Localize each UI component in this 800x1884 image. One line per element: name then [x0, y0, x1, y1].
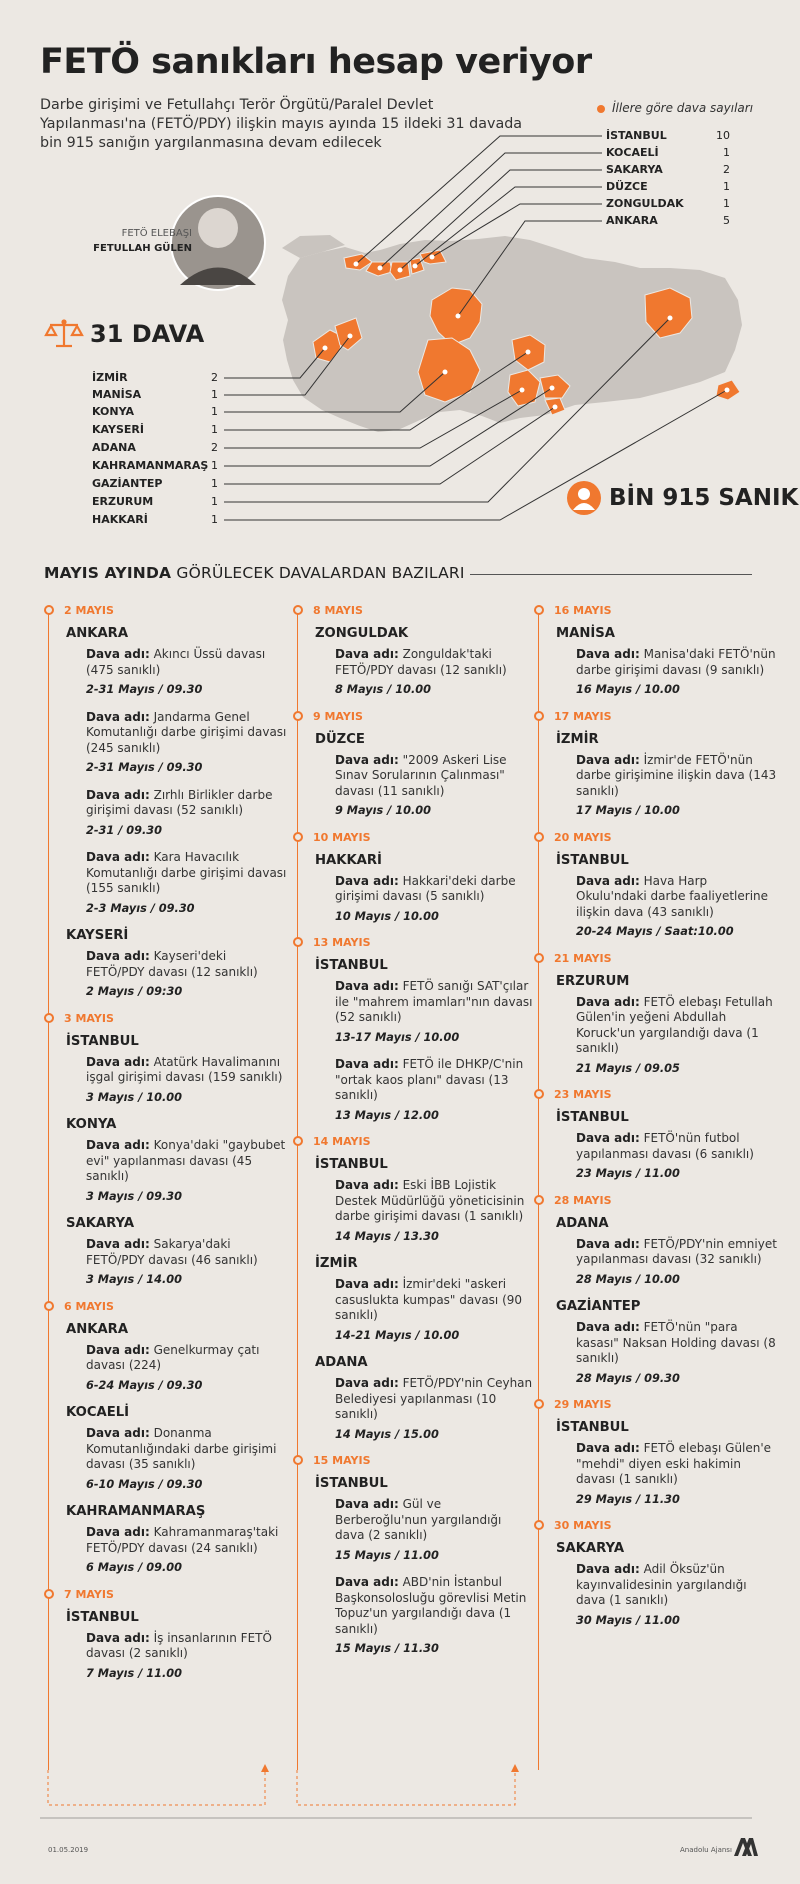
schedule-city: KONYA — [66, 1117, 117, 1132]
timeline-dot-icon — [44, 1589, 54, 1599]
case-label: Dava adı: — [86, 1138, 150, 1152]
case-name: Sakarya'daki FETÖ/PDY davası (46 sanıklı) — [86, 1237, 258, 1267]
case-datetime: 20-24 Mayıs / Saat:10.00 — [576, 925, 734, 938]
case-label: Dava adı: — [335, 1575, 399, 1589]
case-datetime: 13-17 Mayıs / 10.00 — [335, 1030, 460, 1044]
case-label: Dava adı: — [335, 752, 399, 767]
case-datetime: 2 Mayıs / 09:30 — [86, 985, 183, 998]
city-name: ERZURUM — [92, 495, 154, 508]
legend-count: 1 — [723, 146, 730, 159]
case-name: Konya'daki "gaybubet evi" yapılanması davası (45 sanıklı) — [86, 1138, 286, 1183]
leader-caption-name: FETULLAH GÜLEN — [93, 243, 192, 254]
timeline-dot-icon — [293, 1136, 303, 1146]
case-label: Dava adı: — [86, 647, 150, 661]
timeline-dot-icon — [44, 1301, 54, 1311]
city-name: KONYA — [92, 405, 135, 418]
case-entry — [297, 1057, 533, 1123]
schedule-column — [538, 604, 778, 1640]
schedule-city: GAZİANTEP — [556, 1299, 641, 1314]
case-label: Dava adı: — [86, 1342, 150, 1357]
case-name: İzmir'de FETÖ'nün darbe girişimine ilişkin dava (143 sanıklı) — [576, 752, 777, 798]
case-datetime: 17 Mayıs / 10.00 — [576, 804, 680, 817]
city-name: HAKKARİ — [92, 513, 148, 526]
schedule-city: KAYSERİ — [66, 928, 129, 943]
case-entry — [297, 1497, 533, 1563]
schedule-city: ZONGULDAK — [315, 626, 409, 641]
timeline-dot-icon — [534, 1520, 544, 1530]
city-row — [92, 477, 218, 493]
case-datetime: 13 Mayıs / 12.00 — [335, 1108, 439, 1122]
schedule-date-text: 15 MAYIS — [313, 1454, 371, 1467]
case-entry — [538, 753, 778, 819]
case-label: Dava adı: — [576, 873, 640, 888]
case-label: Dava adı: — [576, 647, 640, 661]
schedule-date-text: 13 MAYIS — [313, 936, 371, 949]
city-count: 1 — [211, 405, 218, 418]
schedule-date — [297, 1135, 533, 1151]
legend-title: İllere göre dava sayıları — [612, 101, 754, 115]
case-name: Akıncı Üssü davası (475 sanıklı) — [86, 647, 266, 677]
schedule-city: İSTANBUL — [66, 1033, 139, 1049]
timeline-dot-icon — [534, 1195, 544, 1205]
case-entry — [48, 1631, 288, 1682]
case-entry — [538, 1441, 778, 1507]
schedule-city: İSTANBUL — [66, 1609, 139, 1625]
schedule-city: İSTANBUL — [556, 852, 629, 868]
legend-count: 2 — [723, 163, 730, 176]
legend-city: SAKARYA — [606, 163, 663, 176]
case-label: Dava adı: — [335, 1497, 399, 1511]
schedule-date — [538, 604, 778, 620]
case-name: FETÖ'nün futbol yapılanması davası (6 sanıklı) — [576, 1131, 754, 1161]
schedule-city: İSTANBUL — [556, 1110, 629, 1125]
schedule-city: ERZURUM — [556, 973, 630, 989]
legend-count: 10 — [716, 129, 730, 142]
case-name: Zonguldak'taki FETÖ/PDY davası (12 sanıklı) — [335, 647, 507, 677]
case-name: FETÖ elebaşı Gülen'e "mehdi" diyen eski hakimin davası (1 sanıklı) — [576, 1441, 772, 1486]
timeline-dot-icon — [293, 605, 303, 615]
case-label: Dava adı: — [86, 1237, 150, 1251]
case-label: Dava adı: — [576, 1236, 640, 1251]
case-label: Dava adı: — [86, 1630, 150, 1645]
case-name: Kara Havacılık Komutanlığı darbe girişimi davası (155 sanıklı) — [86, 850, 287, 895]
city-name: KAHRAMANMARAŞ — [92, 459, 209, 472]
dava-count: 31 DAVA — [90, 320, 205, 348]
schedule-date-text: 8 MAYIS — [313, 604, 363, 617]
schedule-city: İZMİR — [556, 731, 599, 747]
case-name: Kahramanmaraş'taki FETÖ/PDY davası (24 sanıklı) — [86, 1525, 279, 1555]
schedule-date — [297, 604, 533, 620]
case-datetime: 3 Mayıs / 10.00 — [86, 1090, 182, 1104]
case-datetime: 2-31 Mayıs / 09.30 — [86, 683, 203, 696]
city-row — [92, 513, 218, 529]
case-label: Dava adı: — [576, 1131, 640, 1145]
case-name: "2009 Askeri Lise Sınav Sorularının Çalınması" davası (11 sanıklı) — [335, 752, 507, 798]
schedule-title-bold: MAYIS AYINDA — [44, 564, 172, 582]
city-row — [92, 495, 218, 511]
schedule-divider — [470, 574, 752, 575]
case-datetime: 16 Mayıs / 10.00 — [576, 683, 680, 696]
case-entry — [538, 874, 778, 940]
case-name: Manisa'daki FETÖ'nün darbe girişimi davası (9 sanıklı) — [576, 647, 776, 677]
schedule-date-text: 16 MAYIS — [554, 604, 612, 617]
leader-caption-top: FETÖ ELEBAŞI — [121, 228, 192, 239]
city-name: İZMİR — [92, 371, 128, 384]
schedule-date-text: 20 MAYIS — [554, 830, 612, 844]
schedule-date-text: 29 MAYIS — [554, 1398, 612, 1411]
schedule-city: ANKARA — [66, 626, 129, 641]
case-datetime: 14-21 Mayıs / 10.00 — [335, 1328, 460, 1342]
timeline-dot-icon — [293, 1455, 303, 1465]
schedule-date — [297, 831, 533, 847]
case-datetime: 3 Mayıs / 09.30 — [86, 1189, 182, 1203]
case-label: Dava adı: — [335, 1376, 399, 1390]
case-label: Dava adı: — [86, 949, 150, 963]
schedule-date — [297, 1454, 533, 1470]
case-entry — [297, 1575, 533, 1657]
schedule-date — [538, 710, 778, 726]
schedule-date-text: 21 MAYIS — [554, 951, 612, 965]
legend-row — [606, 180, 730, 196]
case-name: Gül ve Berberoğlu'nun yargılandığı dava (2 sanıklı) — [335, 1497, 502, 1542]
schedule-date — [48, 604, 288, 620]
sanik-count: BİN 915 SANIK — [609, 485, 799, 511]
case-datetime: 29 Mayıs / 11.30 — [576, 1492, 680, 1506]
schedule-date — [538, 831, 778, 847]
case-name: Hakkari'deki darbe girişimi davası (5 sanıklı) — [335, 873, 516, 903]
case-label: Dava adı: — [86, 1054, 150, 1069]
city-name: MANİSA — [92, 388, 142, 401]
schedule-city: İSTANBUL — [556, 1420, 629, 1435]
schedule-city: İSTANBUL — [315, 958, 388, 973]
timeline-connector — [0, 1760, 800, 1820]
case-label: Dava adı: — [86, 709, 150, 724]
case-name: ABD'nin İstanbul Başkonsolosluğu görevlisi Metin Topuz'un yargılandığı dava (1 sanıklı) — [335, 1575, 527, 1636]
legend-count: 5 — [723, 214, 730, 227]
timeline-dot-icon — [534, 1399, 544, 1409]
leader-caption — [62, 226, 192, 256]
case-entry — [48, 647, 288, 698]
case-name: Donanma Komutanlığındaki darbe girişimi davası (35 sanıklı) — [86, 1426, 277, 1471]
case-datetime: 7 Mayıs / 11.00 — [86, 1666, 182, 1680]
schedule-date-text: 30 MAYIS — [554, 1519, 612, 1532]
case-label: Dava adı: — [576, 752, 640, 767]
case-entry — [538, 1131, 778, 1182]
city-count: 2 — [211, 371, 218, 384]
case-entry — [48, 788, 288, 839]
case-entry — [538, 1320, 778, 1386]
legend-city: DÜZCE — [606, 180, 648, 193]
schedule-column — [48, 604, 288, 1693]
city-count: 1 — [211, 388, 218, 401]
city-count: 1 — [211, 477, 218, 490]
schedule-city: KOCAELİ — [66, 1405, 130, 1420]
case-name: FETÖ'nün "para kasası" Naksan Holding davası (8 sanıklı) — [576, 1320, 776, 1365]
case-name: FETÖ ile DHKP/C'nin "ortak kaos planı" davası (13 sanıklı) — [335, 1057, 524, 1102]
case-name: Kayseri'deki FETÖ/PDY davası (12 sanıklı) — [86, 949, 258, 979]
case-entry — [48, 1343, 288, 1394]
case-name: Eski İBB Lojistik Destek Müdürlüğü yöneticisinin darbe girişimi davası (1 sanıklı) — [335, 1178, 525, 1223]
schedule-date — [297, 710, 533, 726]
legend-city: ZONGULDAK — [606, 197, 684, 210]
case-name: Adil Öksüz'ün kayınvalidesinin yargılandığı dava (1 sanıklı) — [576, 1562, 747, 1607]
scales-icon — [44, 318, 84, 350]
schedule-date — [538, 1194, 778, 1210]
case-entry — [297, 1277, 533, 1343]
city-count: 1 — [211, 459, 218, 472]
case-entry — [297, 874, 533, 925]
city-row — [92, 371, 218, 387]
case-entry — [48, 949, 288, 1000]
case-name: Atatürk Havalimanını işgal girişimi davası (159 sanıklı) — [86, 1054, 283, 1084]
case-label: Dava adı: — [86, 1426, 150, 1440]
legend-city: ANKARA — [606, 214, 658, 227]
case-entry — [538, 647, 778, 698]
schedule-city: SAKARYA — [556, 1541, 625, 1556]
case-entry — [538, 995, 778, 1077]
timeline-dot-icon — [44, 1013, 54, 1023]
schedule-date-text: 2 MAYIS — [64, 604, 114, 617]
case-datetime: 15 Mayıs / 11.00 — [335, 1548, 439, 1562]
case-label: Dava adı: — [335, 647, 399, 661]
schedule-city: ADANA — [556, 1215, 609, 1231]
case-entry — [48, 1426, 288, 1492]
case-datetime: 30 Mayıs / 11.00 — [576, 1613, 680, 1627]
timeline-dot-icon — [534, 953, 544, 963]
case-datetime: 2-31 Mayıs / 09.30 — [86, 761, 203, 774]
schedule-city: ADANA — [315, 1355, 368, 1370]
schedule-city: İZMİR — [315, 1256, 358, 1271]
case-name: FETÖ/PDY'nin emniyet yapılanması davası (32 sanıklı) — [576, 1236, 777, 1266]
timeline-dot-icon — [534, 711, 544, 721]
city-row — [92, 459, 218, 475]
case-entry — [538, 1237, 778, 1288]
schedule-date-text: 7 MAYIS — [64, 1587, 114, 1601]
person-icon — [566, 480, 602, 516]
case-label: Dava adı: — [335, 1178, 399, 1192]
case-label: Dava adı: — [576, 1562, 640, 1576]
timeline-dot-icon — [293, 832, 303, 842]
schedule-city: DÜZCE — [315, 731, 365, 747]
legend-row — [606, 146, 730, 162]
timeline-dot-icon — [44, 605, 54, 615]
case-label: Dava adı: — [86, 787, 150, 802]
city-count: 1 — [211, 513, 218, 526]
case-entry — [538, 1562, 778, 1628]
schedule-city: MANİSA — [556, 626, 615, 641]
timeline-dot-icon — [534, 832, 544, 842]
timeline-dot-icon — [293, 711, 303, 721]
page-title: FETÖ sanıkları hesap veriyor — [40, 42, 592, 82]
case-entry — [48, 1138, 288, 1204]
case-name: FETÖ/PDY'nin Ceyhan Belediyesi yapılanması (10 sanıklı) — [335, 1376, 533, 1421]
case-datetime: 14 Mayıs / 15.00 — [335, 1427, 439, 1441]
case-name: Jandarma Genel Komutanlığı darbe girişimi davası (245 sanıklı) — [86, 709, 287, 755]
case-datetime: 3 Mayıs / 14.00 — [86, 1273, 182, 1286]
schedule-city: İSTANBUL — [315, 1157, 388, 1172]
city-count: 1 — [211, 495, 218, 508]
schedule-date — [48, 1588, 288, 1604]
case-name: İş insanlarının FETÖ davası (2 sanıklı) — [86, 1630, 272, 1660]
schedule-city: HAKKARİ — [315, 852, 382, 868]
case-datetime: 6-10 Mayıs / 09.30 — [86, 1477, 203, 1491]
schedule-city: KAHRAMANMARAŞ — [66, 1504, 206, 1519]
case-datetime: 2-3 Mayıs / 09.30 — [86, 901, 195, 915]
case-name: Genelkurmay çatı davası (224) — [86, 1342, 260, 1372]
case-datetime: 23 Mayıs / 11.00 — [576, 1167, 680, 1180]
case-datetime: 28 Mayıs / 09.30 — [576, 1371, 680, 1385]
schedule-date-text: 14 MAYIS — [313, 1135, 371, 1148]
case-entry — [48, 1055, 288, 1106]
schedule-date-text: 6 MAYIS — [64, 1299, 114, 1313]
city-row — [92, 441, 218, 457]
legend-count: 1 — [723, 197, 730, 210]
schedule-date — [48, 1012, 288, 1028]
schedule-date-text: 17 MAYIS — [554, 709, 612, 723]
city-count: 2 — [211, 441, 218, 454]
case-name: FETÖ elebaşı Fetullah Gülen'in yeğeni Abdullah Koruck'un yargılandığı dava (1 sanıklı) — [576, 994, 773, 1055]
schedule-date — [538, 952, 778, 968]
case-datetime: 21 Mayıs / 09.05 — [576, 1061, 680, 1075]
case-name: Hava Harp Okulu'ndaki darbe faaliyetlerine ilişkin dava (43 sanıklı) — [576, 873, 769, 919]
schedule-date — [297, 936, 533, 952]
case-datetime: 2-31 / 09.30 — [86, 823, 162, 837]
schedule-date-text: 28 MAYIS — [554, 1193, 612, 1207]
legend-row — [606, 197, 730, 213]
schedule-title-rest: GÖRÜLECEK DAVALARDAN BAZILARI — [171, 564, 465, 582]
city-row — [92, 405, 218, 421]
case-entry — [297, 753, 533, 819]
city-row — [92, 388, 218, 404]
legend-row — [606, 129, 730, 145]
timeline-dot-icon — [293, 937, 303, 947]
case-label: Dava adı: — [86, 1525, 150, 1539]
case-name: FETÖ sanığı SAT'çılar ile "mahrem imamları"nın davası (52 sanıklı) — [335, 979, 533, 1024]
schedule-date-text: 9 MAYIS — [313, 709, 363, 723]
legend-row — [606, 214, 730, 230]
case-datetime: 15 Mayıs / 11.30 — [335, 1642, 439, 1655]
schedule-date — [538, 1519, 778, 1535]
schedule-date — [538, 1088, 778, 1104]
schedule-city: İSTANBUL — [315, 1476, 388, 1491]
legend-row — [606, 163, 730, 179]
schedule-date-text: 3 MAYIS — [64, 1011, 114, 1025]
case-entry — [297, 647, 533, 698]
city-name: GAZİANTEP — [92, 477, 163, 490]
city-count: 1 — [211, 423, 218, 436]
case-entry — [48, 850, 288, 916]
case-entry — [297, 979, 533, 1045]
case-datetime: 28 Mayıs / 10.00 — [576, 1272, 680, 1286]
case-label: Dava adı: — [576, 1320, 640, 1334]
case-name: Zırhlı Birlikler darbe girişimi davası (52 sanıklı) — [86, 787, 273, 817]
legend-city: İSTANBUL — [606, 129, 667, 142]
schedule-date-text: 23 MAYIS — [554, 1088, 612, 1101]
schedule-column — [297, 604, 533, 1669]
case-datetime: 6-24 Mayıs / 09.30 — [86, 1378, 203, 1392]
case-entry — [297, 1376, 533, 1442]
footer-date: 01.05.2019 — [48, 1846, 89, 1854]
legend-count: 1 — [723, 180, 730, 193]
footer-agency: Anadolu Ajansı — [680, 1846, 732, 1854]
case-datetime: 9 Mayıs / 10.00 — [335, 804, 431, 817]
case-label: Dava adı: — [576, 994, 640, 1009]
case-label: Dava adı: — [86, 850, 150, 864]
case-name: İzmir'deki "askeri casuslukta kumpas" davası (90 sanıklı) — [335, 1277, 523, 1322]
case-label: Dava adı: — [335, 1277, 399, 1291]
schedule-city: SAKARYA — [66, 1216, 135, 1231]
case-label: Dava adı: — [576, 1441, 640, 1455]
case-datetime: 10 Mayıs / 10.00 — [335, 909, 439, 923]
schedule-city: ANKARA — [66, 1321, 129, 1337]
case-entry — [48, 1525, 288, 1576]
city-row — [92, 423, 218, 439]
schedule-date — [538, 1398, 778, 1414]
case-label: Dava adı: — [335, 1057, 399, 1071]
case-entry — [48, 1237, 288, 1288]
case-entry — [297, 1178, 533, 1244]
legend-dot-icon — [597, 105, 605, 113]
case-entry — [48, 710, 288, 776]
agency-logo-icon — [732, 1836, 758, 1858]
turkey-map — [0, 0, 800, 560]
legend-city: KOCAELİ — [606, 146, 659, 159]
case-label: Dava adı: — [335, 979, 399, 993]
case-datetime: 14 Mayıs / 13.30 — [335, 1229, 439, 1243]
case-datetime: 6 Mayıs / 09.00 — [86, 1561, 182, 1574]
timeline-dot-icon — [534, 605, 544, 615]
case-datetime: 8 Mayıs / 10.00 — [335, 683, 431, 696]
city-name: KAYSERİ — [92, 423, 144, 436]
schedule-date-text: 10 MAYIS — [313, 830, 371, 844]
timeline-dot-icon — [534, 1089, 544, 1099]
schedule-title — [44, 564, 465, 582]
case-label: Dava adı: — [335, 873, 399, 888]
schedule-date — [48, 1300, 288, 1316]
page-subtitle: Darbe girişimi ve Fetullahçı Terör Örgütü/Paralel Devlet Yapılanması'na (FETÖ/PDY) ilişkin mayıs ayında 15 ildeki 31 davada bin 915 sanığın yargılanmasına devam edilecek — [40, 97, 523, 151]
city-name: ADANA — [92, 441, 136, 454]
